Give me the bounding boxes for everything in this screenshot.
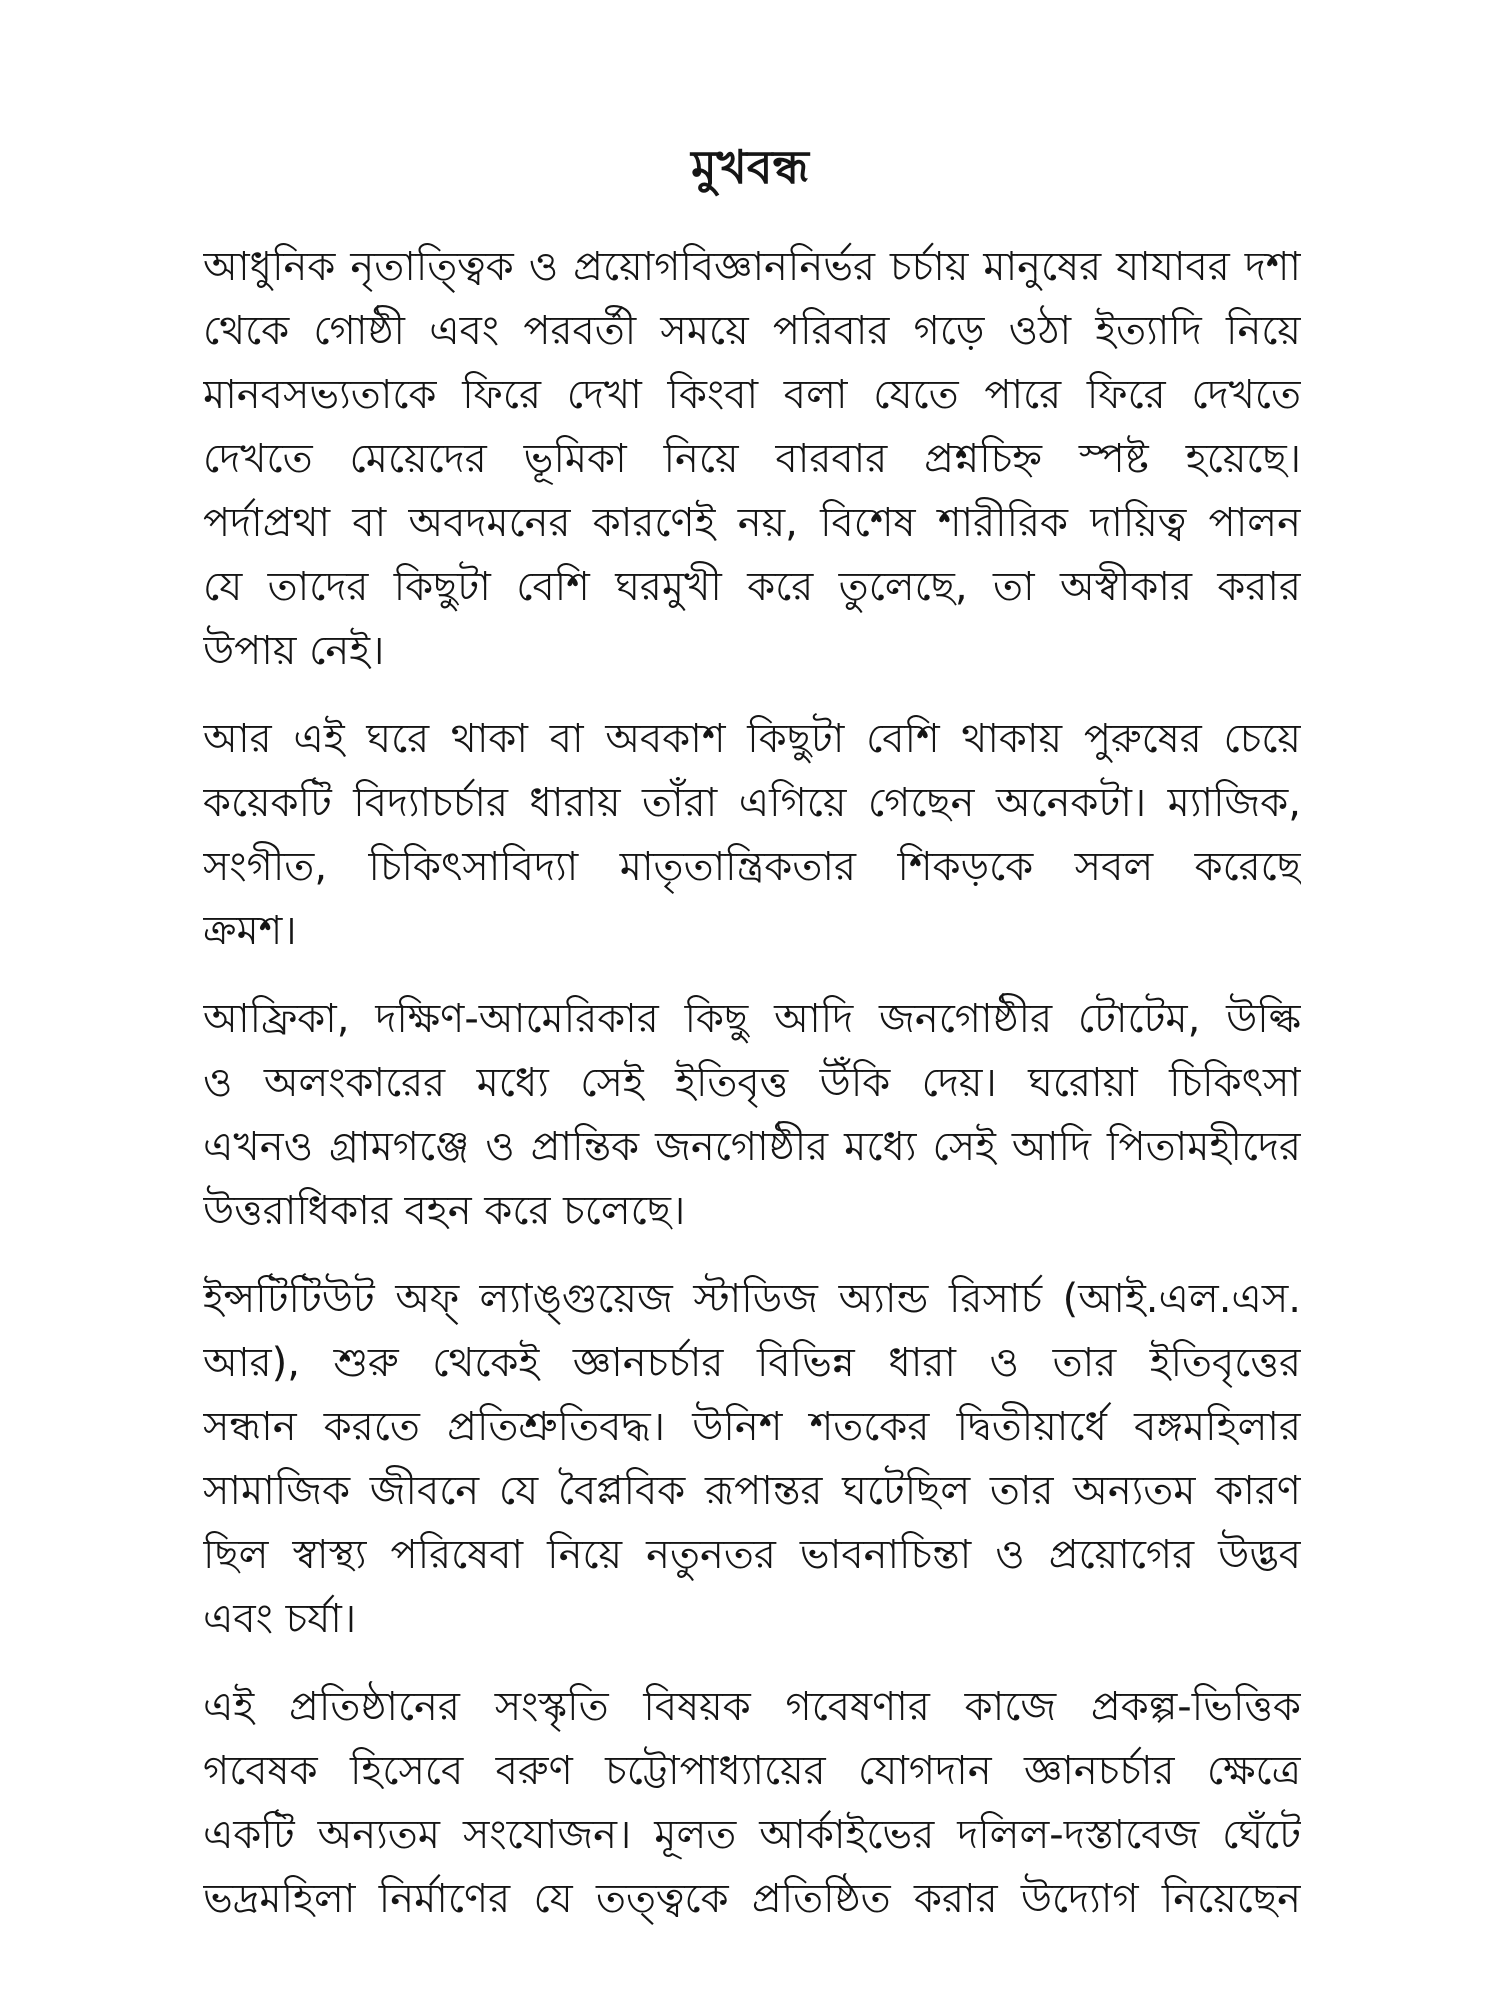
text-line: পর্দাপ্রথা বা অবদমনের কারণেই নয়, বিশেষ শারীরিক দায়িত্ব পালন (203, 500, 1301, 546)
text-line: দেখতে মেয়েদের ভূমিকা নিয়ে বারবার প্রশ্নচিহ্ন স্পষ্ট হয়েছে। (203, 436, 1301, 482)
paragraph-4 (203, 1267, 1301, 1651)
text-line: থেকে গোষ্ঠী এবং পরবর্তী সময়ে পরিবার গড়ে ওঠা ইত্যাদি নিয়ে (203, 308, 1301, 354)
text-line: এবং চর্যা। (203, 1596, 357, 1642)
text-line: সামাজিক জীবনে যে বৈপ্লবিক রূপান্তর ঘটেছিল তার অন্যতম কারণ (203, 1468, 1301, 1514)
page-title: মুখবন্ধ (691, 140, 809, 194)
text-line: গবেষক হিসেবে বরুণ চট্টোপাধ্যায়ের যোগদান জ্ঞানচর্চার ক্ষেত্রে (203, 1748, 1301, 1794)
text-line: যে তাদের কিছুটা বেশি ঘরমুখী করে তুলেছে, তা অস্বীকার করার (203, 564, 1301, 610)
text-line: আফ্রিকা, দক্ষিণ-আমেরিকার কিছু আদি জনগোষ্ঠীর টোটেম, উল্কি (203, 996, 1301, 1042)
text-line: আর), শুরু থেকেই জ্ঞানচর্চার বিভিন্ন ধারা ও তার ইতিবৃত্তের (203, 1340, 1301, 1386)
text-line: ভদ্রমহিলা নির্মাণের যে তত্ত্বকে প্রতিষ্ঠিত করার উদ্যোগ নিয়েছেন (203, 1876, 1301, 1922)
text-line: উপায় নেই। (203, 628, 385, 674)
paragraph-1 (203, 235, 1301, 683)
text-line: ছিল স্বাস্থ্য পরিষেবা নিয়ে নতুনতর ভাবনাচিন্তা ও প্রয়োগের উদ্ভব (203, 1532, 1301, 1578)
text-line: এই প্রতিষ্ঠানের সংস্কৃতি বিষয়ক গবেষণার কাজে প্রকল্প-ভিত্তিক (203, 1684, 1301, 1730)
text-line: আধুনিক নৃতাত্ত্বিক ও প্রয়োগবিজ্ঞাননির্ভর চর্চায় মানুষের যাযাবর দশা (203, 244, 1301, 290)
paragraph-2 (203, 707, 1301, 963)
paragraph-5 (203, 1675, 1301, 1931)
text-line: সংগীত, চিকিৎসাবিদ্যা মাতৃতান্ত্রিকতার শিকড়কে সবল করেছে (203, 844, 1301, 890)
text-line: কয়েকটি বিদ্যাচর্চার ধারায় তাঁরা এগিয়ে গেছেন অনেকটা। ম্যাজিক, (203, 780, 1301, 826)
text-line: ও অলংকারের মধ্যে সেই ইতিবৃত্ত উঁকি দেয়। ঘরোয়া চিকিৎসা (203, 1060, 1301, 1106)
text-line: মানবসভ্যতাকে ফিরে দেখা কিংবা বলা যেতে পারে ফিরে দেখতে (203, 372, 1301, 418)
text-line: আর এই ঘরে থাকা বা অবকাশ কিছুটা বেশি থাকায় পুরুষের চেয়ে (203, 716, 1301, 762)
page-body (203, 235, 1301, 1955)
text-line: উত্তরাধিকার বহন করে চলেছে। (203, 1188, 686, 1234)
text-line: ইন্সটিটিউট অফ্ ল্যাঙ্গুয়েজ স্টাডিজ অ্যান্ড রিসার্চ (আই.এল.এস. (203, 1276, 1301, 1322)
text-line: সন্ধান করতে প্রতিশ্রুতিবদ্ধ। উনিশ শতকের দ্বিতীয়ার্ধে বঙ্গমহিলার (203, 1404, 1301, 1450)
text-line: এখনও গ্রামগঞ্জে ও প্রান্তিক জনগোষ্ঠীর মধ্যে সেই আদি পিতামহীদের (203, 1124, 1301, 1170)
text-line: ক্রমশ। (203, 908, 297, 954)
paragraph-3 (203, 987, 1301, 1243)
text-line: একটি অন্যতম সংযোজন। মূলত আর্কাইভের দলিল-দস্তাবেজ ঘেঁটে (203, 1812, 1301, 1858)
